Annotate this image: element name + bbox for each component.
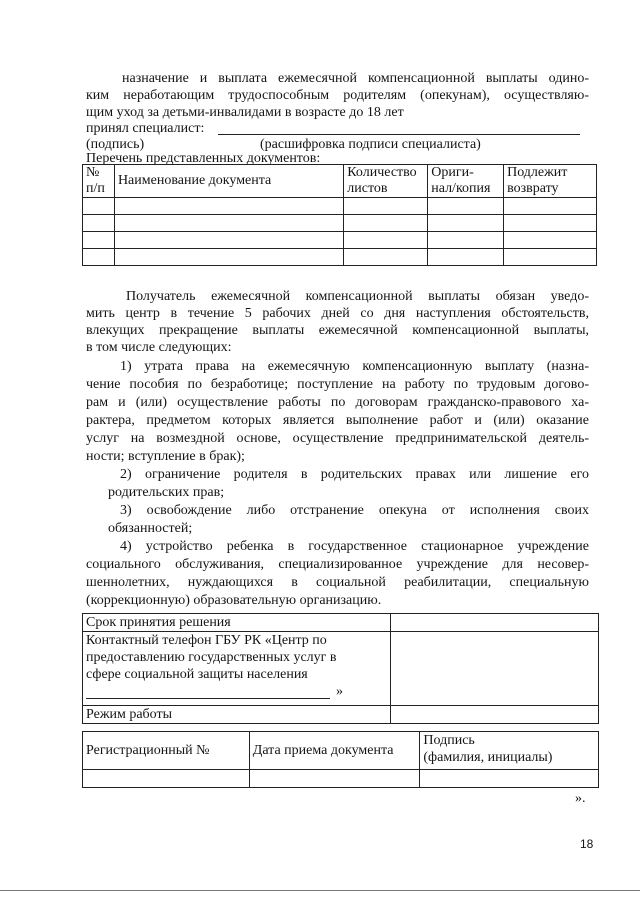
documents-heading: Перечень представленных документов: bbox=[86, 151, 321, 166]
item-4-line-4: (коррекционную) образовательную организацию. bbox=[86, 593, 382, 608]
item-1-line-4: рактера, предметом которых является выполнение работ и (или) оказание bbox=[86, 413, 589, 428]
obligation-line-4: в том числе следующих: bbox=[86, 340, 232, 355]
table-row bbox=[83, 614, 599, 632]
work-hours-label: Режим работы bbox=[83, 706, 391, 724]
obligation-line-1: Получатель ежемесячной компенсационной выплаты обязан уведо- bbox=[126, 289, 589, 304]
item-4-line-2: социального обслуживания, специализированное учреждение для несовер- bbox=[86, 557, 589, 572]
registration-number-value[interactable] bbox=[83, 770, 250, 788]
closing-quote: ». bbox=[575, 791, 586, 806]
contact-phone-label: Контактный телефон ГБУ РК «Центр по предоставлению государственных услуг в сфере социальной защиты населения » bbox=[83, 632, 391, 706]
item-3-line-2: обязанностей; bbox=[108, 521, 193, 536]
item-1-line-6: ности; вступление в брак); bbox=[86, 449, 245, 464]
receipt-date-header: Дата приема документа bbox=[249, 732, 420, 770]
info-table bbox=[82, 613, 599, 724]
table-row bbox=[83, 706, 599, 724]
table-row bbox=[83, 632, 599, 706]
item-2-line-2: родительских прав; bbox=[108, 485, 225, 500]
item-2-line-1: 2) ограничение родителя в родительских правах или лишение его bbox=[120, 467, 589, 482]
item-4-line-3: шеннолетних, нуждающихся в социальной реабилитации, специальную bbox=[86, 575, 589, 590]
table-row bbox=[83, 198, 597, 215]
obligation-line-3: влекущих прекращение выплаты ежемесячной компенсационной выплаты, bbox=[86, 323, 589, 338]
work-hours-value[interactable] bbox=[390, 706, 599, 724]
item-3-line-1: 3) освобождение либо отстранение опекуна от исполнения своих bbox=[120, 503, 589, 518]
intro-line-2: ким неработающим трудоспособным родителям (опекунам), осуществляю- bbox=[86, 88, 589, 103]
table-row bbox=[83, 215, 597, 232]
signature-caption: (подпись) bbox=[86, 137, 145, 152]
decision-term-value[interactable] bbox=[390, 614, 599, 632]
documents-table-header bbox=[83, 165, 597, 198]
table-row bbox=[83, 770, 599, 788]
item-1-line-2: чение пособия по безработице; поступление на работу по трудовым догово- bbox=[86, 377, 589, 392]
accepted-by-label: принял специалист: bbox=[86, 121, 205, 136]
signature-value[interactable] bbox=[420, 770, 599, 788]
signature-decode-caption: (расшифровка подписи специалиста) bbox=[260, 137, 481, 152]
obligation-line-2: мить центр в течение 5 рабочих дней со дня наступления обстоятельств, bbox=[86, 306, 589, 321]
documents-table bbox=[82, 164, 597, 266]
docs-header-number: № п/п bbox=[83, 165, 115, 198]
table-row bbox=[83, 732, 599, 770]
docs-header-original: Ориги- нал/копия bbox=[428, 165, 504, 198]
accepted-by-line bbox=[218, 134, 580, 135]
table-row bbox=[83, 232, 597, 249]
item-1-line-5: услуг на возмездной основе, осуществление предпринимательской деятель- bbox=[86, 431, 589, 446]
page-bottom-rule bbox=[0, 890, 640, 891]
item-1-line-1: 1) утрата права на ежемесячную компенсационную выплату (назна- bbox=[120, 359, 589, 374]
table-row bbox=[83, 249, 597, 266]
registration-number-header: Регистрационный № bbox=[83, 732, 250, 770]
docs-header-return: Подлежит возврату bbox=[504, 165, 597, 198]
decision-term-label: Срок принятия решения bbox=[83, 614, 391, 632]
intro-line-1: назначение и выплата ежемесячной компенсационной выплаты одино- bbox=[122, 71, 589, 86]
signature-header: Подпись (фамилия, инициалы) bbox=[420, 732, 599, 770]
docs-header-sheets: Количество листов bbox=[344, 165, 428, 198]
receipt-date-value[interactable] bbox=[249, 770, 420, 788]
contact-phone-value[interactable] bbox=[390, 632, 599, 706]
intro-line-3: щим уход за детьми-инвалидами в возрасте до 18 лет bbox=[86, 105, 404, 120]
registration-table bbox=[82, 731, 599, 788]
item-4-line-1: 4) устройство ребенка в государственное стационарное учреждение bbox=[120, 539, 589, 554]
page-number: 18 bbox=[580, 837, 594, 851]
docs-header-name: Наименование документа bbox=[114, 165, 343, 198]
item-1-line-3: рам и (или) осуществление работы по договорам гражданско-правового ха- bbox=[86, 395, 589, 410]
